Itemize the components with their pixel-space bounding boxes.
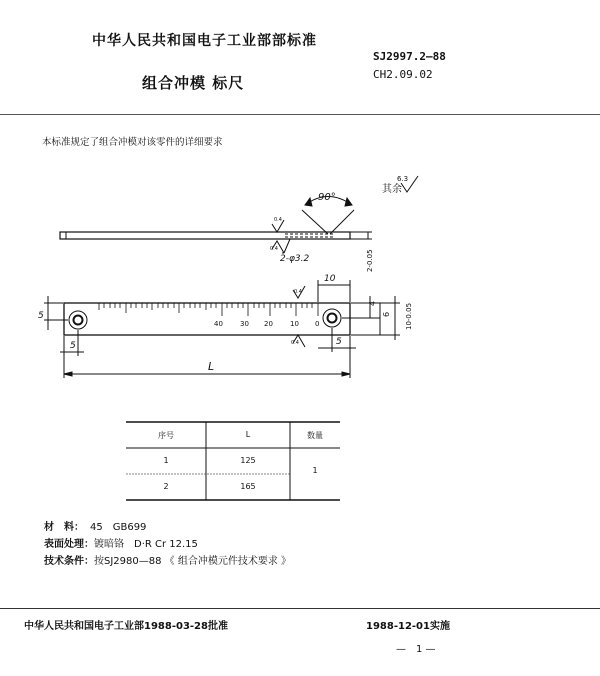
scale-label-20: 20 xyxy=(264,320,273,328)
roughness-bottom: 0.4 xyxy=(270,246,278,252)
scale-label-40: 40 xyxy=(214,320,223,328)
dimension-6: 6 xyxy=(382,311,391,317)
scale-label-30: 30 xyxy=(240,320,249,328)
scale-label-0: 0 xyxy=(315,320,320,328)
document-title: 组合冲模 标尺 xyxy=(142,74,245,92)
hole-callout: 2-φ3.2 xyxy=(280,254,310,264)
table-qty: 1 xyxy=(312,466,318,475)
standard-number: SJ2997.2—88 xyxy=(373,50,446,63)
roughness-rest-label: 其余 xyxy=(382,184,402,195)
standard-alt-number: CH2.09.02 xyxy=(373,68,433,81)
spec-technical xyxy=(44,553,291,570)
roughness-rest-value: 6.3 xyxy=(397,175,409,183)
spec-surface-value: 镀暗铬 D·R Cr 12.15 xyxy=(94,539,198,550)
scale-ticks xyxy=(99,303,318,316)
dimension-L: L xyxy=(208,360,215,373)
scale-label-10: 10 xyxy=(290,320,299,328)
spec-technical-value: 按SJ2980—88 《 组合冲模元件技术要求 》 xyxy=(94,556,292,567)
spec-surface-label: 表面处理： xyxy=(44,539,94,550)
spec-material xyxy=(44,519,291,536)
roughness-rest-symbol xyxy=(382,175,418,195)
table-row-1-no: 1 xyxy=(163,456,169,465)
dimension-10: 10 xyxy=(324,274,336,284)
angle-label: 90° xyxy=(318,192,336,203)
approval-statement: 中华人民共和国电子工业部1988-03-28批准 xyxy=(24,621,228,632)
spec-material-label: 材 料： xyxy=(44,522,84,533)
roughness-plan-bottom: 0.4 xyxy=(291,340,299,346)
roughness-plan-top: 0.4 xyxy=(294,289,302,295)
dimension-5-bottom-left: 5 xyxy=(70,341,76,351)
side-view xyxy=(60,192,374,272)
dimension-10-tolerance: 10-0.05 xyxy=(405,302,413,330)
dimension-4: 4 xyxy=(368,300,377,306)
thickness-dimension: 2-0.05 xyxy=(366,249,374,272)
effective-date: 1988-12-01实施 xyxy=(366,621,450,632)
plan-view xyxy=(38,274,413,378)
table-row-1-L: 125 xyxy=(240,456,256,465)
scope-statement: 本标准规定了组合冲模对该零件的详细要求 xyxy=(42,137,223,148)
table-row-2-L: 165 xyxy=(240,482,256,491)
specification-list xyxy=(44,519,291,570)
page-number: — 1 — xyxy=(396,644,436,655)
ministry-header: 中华人民共和国电子工业部部标准 xyxy=(92,33,317,49)
footer-divider xyxy=(0,608,600,609)
dimension-5-left: 5 xyxy=(38,311,44,321)
spec-surface xyxy=(44,536,291,553)
dimension-5-bottom-right: 5 xyxy=(336,337,342,347)
spec-technical-label: 技术条件： xyxy=(44,556,94,567)
spec-material-value: 45 GB699 xyxy=(90,522,147,533)
table-row-2-no: 2 xyxy=(163,482,169,491)
roughness-top: 0.4 xyxy=(274,217,282,223)
table-header-no: 序号 xyxy=(158,431,174,440)
table-header-qty: 数量 xyxy=(307,431,323,440)
table-header-L: L xyxy=(245,430,251,439)
scale-labels xyxy=(214,320,319,328)
